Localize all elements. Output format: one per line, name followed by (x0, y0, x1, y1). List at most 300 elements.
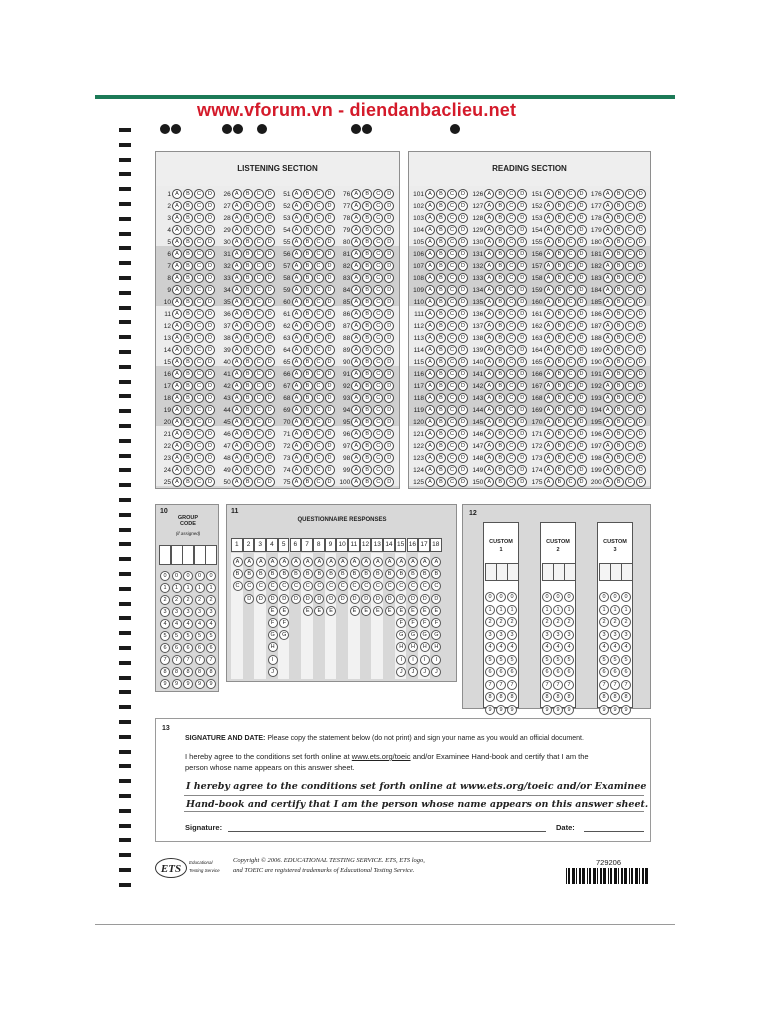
answer-bubble-a[interactable]: A (603, 405, 613, 415)
digit-bubble[interactable]: 2 (564, 617, 574, 627)
digit-bubble[interactable]: 8 (195, 667, 205, 677)
answer-bubble-d[interactable]: D (577, 417, 587, 427)
answer-bubble-c[interactable]: C (373, 393, 383, 403)
answer-bubble-d[interactable]: D (205, 333, 215, 343)
answer-bubble-b[interactable]: B (303, 333, 313, 343)
answer-bubble-a[interactable]: A (232, 441, 242, 451)
group-code-box[interactable] (182, 545, 194, 565)
answer-bubble-d[interactable]: D (205, 465, 215, 475)
answer-bubble-d[interactable]: D (325, 285, 335, 295)
response-bubble[interactable]: A (233, 557, 243, 567)
answer-bubble-c[interactable]: C (506, 213, 516, 223)
response-bubble[interactable]: B (431, 569, 441, 579)
answer-bubble-b[interactable]: B (243, 405, 253, 415)
response-bubble[interactable]: B (420, 569, 430, 579)
answer-bubble-c[interactable]: C (625, 213, 635, 223)
answer-bubble-c[interactable]: C (566, 189, 576, 199)
answer-bubble-a[interactable]: A (292, 393, 302, 403)
answer-bubble-b[interactable]: B (362, 309, 372, 319)
response-bubble[interactable]: C (373, 581, 383, 591)
answer-bubble-d[interactable]: D (325, 333, 335, 343)
answer-bubble-d[interactable]: D (577, 237, 587, 247)
answer-bubble-d[interactable]: D (517, 405, 527, 415)
response-bubble[interactable]: A (268, 557, 278, 567)
answer-bubble-d[interactable]: D (205, 405, 215, 415)
answer-bubble-c[interactable]: C (625, 309, 635, 319)
answer-bubble-d[interactable]: D (517, 189, 527, 199)
response-bubble[interactable]: G (431, 630, 441, 640)
digit-bubble[interactable]: 3 (564, 630, 574, 640)
answer-bubble-b[interactable]: B (243, 213, 253, 223)
answer-bubble-a[interactable]: A (172, 309, 182, 319)
digit-bubble[interactable]: 5 (610, 655, 620, 665)
answer-bubble-a[interactable]: A (172, 333, 182, 343)
digit-bubble[interactable]: 5 (507, 655, 517, 665)
answer-bubble-b[interactable]: B (555, 321, 565, 331)
digit-bubble[interactable]: 3 (496, 630, 506, 640)
answer-bubble-a[interactable]: A (232, 381, 242, 391)
answer-bubble-c[interactable]: C (625, 465, 635, 475)
answer-bubble-c[interactable]: C (254, 309, 264, 319)
answer-bubble-a[interactable]: A (292, 201, 302, 211)
answer-bubble-c[interactable]: C (194, 405, 204, 415)
answer-bubble-c[interactable]: C (373, 405, 383, 415)
response-bubble[interactable]: E (361, 606, 371, 616)
answer-bubble-b[interactable]: B (303, 405, 313, 415)
answer-bubble-b[interactable]: B (495, 381, 505, 391)
response-bubble[interactable]: C (256, 581, 266, 591)
answer-bubble-d[interactable]: D (458, 393, 468, 403)
answer-bubble-b[interactable]: B (243, 201, 253, 211)
digit-bubble[interactable]: 0 (553, 592, 563, 602)
answer-bubble-b[interactable]: B (362, 357, 372, 367)
answer-bubble-b[interactable]: B (495, 441, 505, 451)
response-bubble[interactable]: C (420, 581, 430, 591)
response-bubble[interactable]: A (279, 557, 289, 567)
answer-bubble-b[interactable]: B (495, 453, 505, 463)
answer-bubble-b[interactable]: B (495, 213, 505, 223)
answer-bubble-c[interactable]: C (194, 381, 204, 391)
answer-bubble-a[interactable]: A (425, 273, 435, 283)
answer-bubble-d[interactable]: D (325, 405, 335, 415)
answer-bubble-d[interactable]: D (577, 189, 587, 199)
answer-bubble-c[interactable]: C (506, 261, 516, 271)
answer-bubble-d[interactable]: D (636, 273, 646, 283)
answer-bubble-a[interactable]: A (172, 357, 182, 367)
answer-bubble-d[interactable]: D (205, 273, 215, 283)
answer-bubble-b[interactable]: B (362, 189, 372, 199)
answer-bubble-d[interactable]: D (577, 369, 587, 379)
answer-bubble-a[interactable]: A (292, 453, 302, 463)
answer-bubble-a[interactable]: A (232, 237, 242, 247)
answer-bubble-b[interactable]: B (303, 429, 313, 439)
answer-bubble-c[interactable]: C (566, 273, 576, 283)
answer-bubble-c[interactable]: C (625, 261, 635, 271)
answer-bubble-c[interactable]: C (566, 345, 576, 355)
answer-bubble-a[interactable]: A (603, 369, 613, 379)
answer-bubble-b[interactable]: B (555, 345, 565, 355)
answer-bubble-a[interactable]: A (484, 249, 494, 259)
answer-bubble-a[interactable]: A (292, 261, 302, 271)
answer-bubble-b[interactable]: B (436, 453, 446, 463)
answer-bubble-a[interactable]: A (232, 405, 242, 415)
digit-bubble[interactable]: 8 (172, 667, 182, 677)
digit-bubble[interactable]: 5 (496, 655, 506, 665)
answer-bubble-a[interactable]: A (292, 417, 302, 427)
answer-bubble-b[interactable]: B (243, 321, 253, 331)
answer-bubble-c[interactable]: C (566, 465, 576, 475)
answer-bubble-c[interactable]: C (314, 417, 324, 427)
answer-bubble-d[interactable]: D (384, 345, 394, 355)
answer-bubble-d[interactable]: D (636, 429, 646, 439)
response-bubble[interactable]: J (431, 667, 441, 677)
answer-bubble-b[interactable]: B (436, 321, 446, 331)
answer-bubble-a[interactable]: A (425, 429, 435, 439)
answer-bubble-a[interactable]: A (425, 285, 435, 295)
digit-bubble[interactable]: 5 (621, 655, 631, 665)
digit-bubble[interactable]: 3 (599, 630, 609, 640)
answer-bubble-a[interactable]: A (425, 321, 435, 331)
response-bubble[interactable]: C (326, 581, 336, 591)
response-bubble[interactable]: D (268, 594, 278, 604)
digit-bubble[interactable]: 4 (183, 619, 193, 629)
answer-bubble-d[interactable]: D (384, 213, 394, 223)
digit-bubble[interactable]: 1 (542, 605, 552, 615)
answer-bubble-d[interactable]: D (384, 309, 394, 319)
answer-bubble-d[interactable]: D (205, 225, 215, 235)
digit-bubble[interactable]: 1 (564, 605, 574, 615)
answer-bubble-c[interactable]: C (373, 441, 383, 451)
answer-bubble-d[interactable]: D (265, 477, 275, 487)
answer-bubble-a[interactable]: A (172, 201, 182, 211)
response-bubble[interactable]: I (396, 655, 406, 665)
answer-bubble-d[interactable]: D (325, 393, 335, 403)
answer-bubble-c[interactable]: C (625, 453, 635, 463)
answer-bubble-d[interactable]: D (458, 405, 468, 415)
digit-bubble[interactable]: 6 (172, 643, 182, 653)
answer-bubble-b[interactable]: B (614, 465, 624, 475)
response-bubble[interactable]: H (396, 642, 406, 652)
answer-bubble-c[interactable]: C (373, 477, 383, 487)
answer-bubble-a[interactable]: A (292, 405, 302, 415)
answer-bubble-b[interactable]: B (303, 297, 313, 307)
answer-bubble-c[interactable]: C (254, 249, 264, 259)
answer-bubble-a[interactable]: A (544, 465, 554, 475)
answer-bubble-d[interactable]: D (205, 453, 215, 463)
answer-bubble-a[interactable]: A (484, 465, 494, 475)
response-bubble[interactable]: C (396, 581, 406, 591)
digit-bubble[interactable]: 0 (564, 592, 574, 602)
digit-bubble[interactable]: 3 (485, 630, 495, 640)
answer-bubble-d[interactable]: D (325, 273, 335, 283)
answer-bubble-d[interactable]: D (325, 225, 335, 235)
answer-bubble-a[interactable]: A (484, 225, 494, 235)
answer-bubble-d[interactable]: D (384, 381, 394, 391)
answer-bubble-c[interactable]: C (194, 273, 204, 283)
answer-bubble-b[interactable]: B (555, 369, 565, 379)
answer-bubble-d[interactable]: D (636, 405, 646, 415)
answer-bubble-d[interactable]: D (325, 453, 335, 463)
digit-bubble[interactable]: 1 (553, 605, 563, 615)
answer-bubble-d[interactable]: D (577, 465, 587, 475)
answer-bubble-b[interactable]: B (555, 417, 565, 427)
response-bubble[interactable]: A (314, 557, 324, 567)
answer-bubble-b[interactable]: B (436, 297, 446, 307)
response-bubble[interactable]: A (326, 557, 336, 567)
answer-bubble-a[interactable]: A (351, 477, 361, 487)
answer-bubble-c[interactable]: C (373, 261, 383, 271)
answer-bubble-d[interactable]: D (205, 429, 215, 439)
digit-bubble[interactable]: 5 (172, 631, 182, 641)
digit-bubble[interactable]: 8 (553, 692, 563, 702)
response-bubble[interactable]: A (408, 557, 418, 567)
answer-bubble-c[interactable]: C (373, 453, 383, 463)
answer-bubble-d[interactable]: D (265, 405, 275, 415)
answer-bubble-b[interactable]: B (614, 453, 624, 463)
response-bubble[interactable]: E (420, 606, 430, 616)
answer-bubble-d[interactable]: D (384, 393, 394, 403)
answer-bubble-d[interactable]: D (384, 417, 394, 427)
answer-bubble-c[interactable]: C (194, 225, 204, 235)
answer-bubble-c[interactable]: C (506, 273, 516, 283)
response-bubble[interactable]: C (303, 581, 313, 591)
response-bubble[interactable]: E (396, 606, 406, 616)
answer-bubble-c[interactable]: C (566, 285, 576, 295)
answer-bubble-a[interactable]: A (544, 429, 554, 439)
answer-bubble-c[interactable]: C (254, 321, 264, 331)
answer-bubble-d[interactable]: D (517, 213, 527, 223)
answer-bubble-c[interactable]: C (254, 189, 264, 199)
answer-bubble-a[interactable]: A (292, 429, 302, 439)
answer-bubble-b[interactable]: B (614, 357, 624, 367)
answer-bubble-d[interactable]: D (458, 297, 468, 307)
digit-bubble[interactable]: 9 (206, 679, 216, 689)
response-bubble[interactable]: I (408, 655, 418, 665)
answer-bubble-b[interactable]: B (183, 321, 193, 331)
response-bubble[interactable]: G (420, 630, 430, 640)
answer-bubble-a[interactable]: A (484, 441, 494, 451)
answer-bubble-d[interactable]: D (325, 309, 335, 319)
answer-bubble-d[interactable]: D (205, 261, 215, 271)
digit-bubble[interactable]: 3 (507, 630, 517, 640)
digit-bubble[interactable]: 2 (542, 617, 552, 627)
answer-bubble-d[interactable]: D (384, 405, 394, 415)
answer-bubble-d[interactable]: D (458, 441, 468, 451)
answer-bubble-c[interactable]: C (194, 429, 204, 439)
answer-bubble-d[interactable]: D (265, 249, 275, 259)
answer-bubble-a[interactable]: A (292, 225, 302, 235)
answer-bubble-d[interactable]: D (384, 453, 394, 463)
response-bubble[interactable]: C (350, 581, 360, 591)
answer-bubble-d[interactable]: D (384, 249, 394, 259)
answer-bubble-a[interactable]: A (425, 381, 435, 391)
answer-bubble-a[interactable]: A (544, 213, 554, 223)
answer-bubble-c[interactable]: C (625, 345, 635, 355)
answer-bubble-d[interactable]: D (458, 453, 468, 463)
answer-bubble-b[interactable]: B (303, 381, 313, 391)
answer-bubble-b[interactable]: B (362, 261, 372, 271)
answer-bubble-a[interactable]: A (425, 417, 435, 427)
answer-bubble-a[interactable]: A (292, 465, 302, 475)
answer-bubble-a[interactable]: A (292, 441, 302, 451)
answer-bubble-b[interactable]: B (555, 453, 565, 463)
answer-bubble-d[interactable]: D (458, 345, 468, 355)
answer-bubble-a[interactable]: A (232, 201, 242, 211)
answer-bubble-d[interactable]: D (265, 213, 275, 223)
answer-bubble-d[interactable]: D (458, 333, 468, 343)
answer-bubble-b[interactable]: B (495, 225, 505, 235)
answer-bubble-d[interactable]: D (205, 369, 215, 379)
answer-bubble-b[interactable]: B (614, 477, 624, 487)
answer-bubble-c[interactable]: C (254, 369, 264, 379)
response-bubble[interactable]: D (303, 594, 313, 604)
answer-bubble-b[interactable]: B (495, 417, 505, 427)
answer-bubble-b[interactable]: B (614, 309, 624, 319)
digit-bubble[interactable]: 8 (206, 667, 216, 677)
answer-bubble-d[interactable]: D (325, 477, 335, 487)
answer-bubble-b[interactable]: B (614, 441, 624, 451)
answer-bubble-b[interactable]: B (362, 477, 372, 487)
answer-bubble-d[interactable]: D (577, 309, 587, 319)
response-bubble[interactable]: B (338, 569, 348, 579)
answer-bubble-c[interactable]: C (625, 369, 635, 379)
answer-bubble-d[interactable]: D (325, 237, 335, 247)
answer-bubble-d[interactable]: D (517, 357, 527, 367)
answer-bubble-c[interactable]: C (373, 225, 383, 235)
answer-bubble-b[interactable]: B (183, 225, 193, 235)
answer-bubble-a[interactable]: A (484, 213, 494, 223)
digit-bubble[interactable]: 7 (485, 680, 495, 690)
response-bubble[interactable]: D (373, 594, 383, 604)
answer-bubble-c[interactable]: C (447, 357, 457, 367)
answer-bubble-a[interactable]: A (603, 201, 613, 211)
answer-bubble-d[interactable]: D (517, 381, 527, 391)
answer-bubble-a[interactable]: A (172, 249, 182, 259)
answer-bubble-a[interactable]: A (172, 189, 182, 199)
answer-bubble-b[interactable]: B (614, 381, 624, 391)
answer-bubble-d[interactable]: D (517, 261, 527, 271)
answer-bubble-b[interactable]: B (303, 441, 313, 451)
response-bubble[interactable]: B (233, 569, 243, 579)
digit-bubble[interactable]: 7 (553, 680, 563, 690)
answer-bubble-b[interactable]: B (183, 237, 193, 247)
answer-bubble-b[interactable]: B (436, 225, 446, 235)
response-bubble[interactable]: G (408, 630, 418, 640)
answer-bubble-c[interactable]: C (566, 297, 576, 307)
response-bubble[interactable]: E (279, 606, 289, 616)
response-bubble[interactable]: A (303, 557, 313, 567)
digit-bubble[interactable]: 8 (496, 692, 506, 702)
answer-bubble-c[interactable]: C (506, 477, 516, 487)
answer-bubble-c[interactable]: C (194, 321, 204, 331)
answer-bubble-a[interactable]: A (292, 477, 302, 487)
answer-bubble-a[interactable]: A (484, 453, 494, 463)
answer-bubble-c[interactable]: C (447, 345, 457, 355)
answer-bubble-a[interactable]: A (484, 393, 494, 403)
answer-bubble-b[interactable]: B (362, 393, 372, 403)
response-bubble[interactable]: A (350, 557, 360, 567)
response-bubble[interactable]: I (420, 655, 430, 665)
digit-bubble[interactable]: 7 (195, 655, 205, 665)
answer-bubble-c[interactable]: C (566, 417, 576, 427)
digit-bubble[interactable]: 6 (195, 643, 205, 653)
response-bubble[interactable]: D (408, 594, 418, 604)
answer-bubble-b[interactable]: B (303, 237, 313, 247)
answer-bubble-a[interactable]: A (292, 297, 302, 307)
answer-bubble-c[interactable]: C (194, 249, 204, 259)
answer-bubble-d[interactable]: D (325, 369, 335, 379)
response-bubble[interactable]: H (268, 642, 278, 652)
digit-bubble[interactable]: 3 (553, 630, 563, 640)
digit-bubble[interactable]: 7 (160, 655, 170, 665)
response-bubble[interactable]: B (350, 569, 360, 579)
answer-bubble-b[interactable]: B (362, 225, 372, 235)
answer-bubble-b[interactable]: B (183, 429, 193, 439)
answer-bubble-a[interactable]: A (544, 237, 554, 247)
answer-bubble-d[interactable]: D (577, 225, 587, 235)
digit-bubble[interactable]: 5 (485, 655, 495, 665)
digit-bubble[interactable]: 7 (564, 680, 574, 690)
digit-bubble[interactable]: 7 (507, 680, 517, 690)
answer-bubble-b[interactable]: B (303, 309, 313, 319)
digit-bubble[interactable]: 0 (172, 571, 182, 581)
answer-bubble-d[interactable]: D (384, 237, 394, 247)
answer-bubble-b[interactable]: B (303, 393, 313, 403)
answer-bubble-b[interactable]: B (614, 297, 624, 307)
response-bubble[interactable]: C (279, 581, 289, 591)
answer-bubble-c[interactable]: C (447, 465, 457, 475)
answer-bubble-c[interactable]: C (566, 333, 576, 343)
answer-bubble-c[interactable]: C (447, 201, 457, 211)
answer-bubble-c[interactable]: C (194, 465, 204, 475)
answer-bubble-d[interactable]: D (325, 261, 335, 271)
answer-bubble-b[interactable]: B (495, 369, 505, 379)
response-bubble[interactable]: B (373, 569, 383, 579)
answer-bubble-d[interactable]: D (636, 417, 646, 427)
response-bubble[interactable]: D (256, 594, 266, 604)
answer-bubble-a[interactable]: A (425, 201, 435, 211)
answer-bubble-c[interactable]: C (254, 201, 264, 211)
answer-bubble-a[interactable]: A (351, 405, 361, 415)
answer-bubble-c[interactable]: C (314, 369, 324, 379)
answer-bubble-d[interactable]: D (517, 333, 527, 343)
answer-bubble-a[interactable]: A (172, 465, 182, 475)
answer-bubble-a[interactable]: A (544, 345, 554, 355)
answer-bubble-b[interactable]: B (362, 321, 372, 331)
response-bubble[interactable]: A (244, 557, 254, 567)
answer-bubble-a[interactable]: A (484, 273, 494, 283)
answer-bubble-b[interactable]: B (555, 333, 565, 343)
answer-bubble-b[interactable]: B (555, 261, 565, 271)
response-bubble[interactable]: D (314, 594, 324, 604)
digit-bubble[interactable]: 9 (195, 679, 205, 689)
answer-bubble-b[interactable]: B (362, 285, 372, 295)
answer-bubble-d[interactable]: D (636, 261, 646, 271)
answer-bubble-a[interactable]: A (172, 393, 182, 403)
answer-bubble-c[interactable]: C (625, 249, 635, 259)
digit-bubble[interactable]: 6 (496, 667, 506, 677)
digit-bubble[interactable]: 0 (507, 592, 517, 602)
response-bubble[interactable]: C (385, 581, 395, 591)
custom-entry-box[interactable] (564, 563, 576, 581)
answer-bubble-d[interactable]: D (636, 441, 646, 451)
answer-bubble-a[interactable]: A (232, 393, 242, 403)
answer-bubble-a[interactable]: A (351, 393, 361, 403)
digit-bubble[interactable]: 8 (610, 692, 620, 702)
digit-bubble[interactable]: 6 (599, 667, 609, 677)
answer-bubble-d[interactable]: D (384, 261, 394, 271)
answer-bubble-c[interactable]: C (314, 441, 324, 451)
